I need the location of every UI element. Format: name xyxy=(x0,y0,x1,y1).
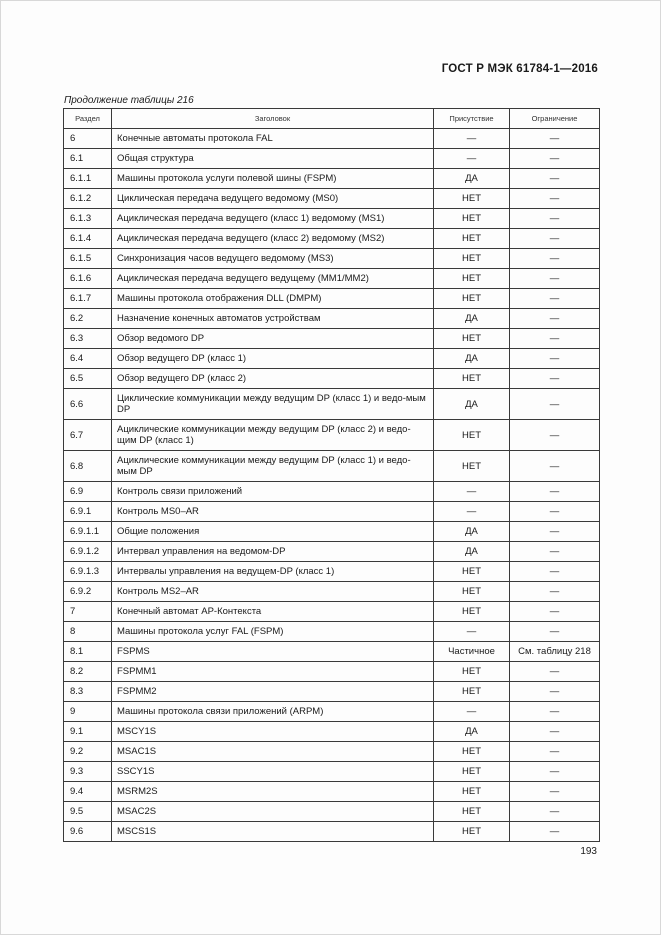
table-row xyxy=(64,169,600,189)
cell-presence: ДА xyxy=(434,522,510,542)
table-row xyxy=(64,722,600,742)
cell-section: 6.7 xyxy=(64,420,112,451)
table-row xyxy=(64,802,600,822)
cell-title: Ациклическая передача ведущего (класс 1) ведомому (MS1) xyxy=(112,209,434,229)
cell-title: Обзор ведущего DP (класс 1) xyxy=(112,349,434,369)
cell-title: Машины протокола связи приложений (ARPM) xyxy=(112,702,434,722)
table-row xyxy=(64,702,600,722)
cell-title: Общая структура xyxy=(112,149,434,169)
cell-title: MSCS1S xyxy=(112,822,434,842)
cell-title: Ациклическая передача ведущего (класс 2) ведомому (MS2) xyxy=(112,229,434,249)
cell-restriction: См. таблицу 218 xyxy=(510,642,600,662)
cell-title: Ациклические коммуникации между ведущим DP (класс 2) и ведо-щим DP (класс 1) xyxy=(112,420,434,451)
cell-title: FSPMM1 xyxy=(112,662,434,682)
cell-section: 6.3 xyxy=(64,329,112,349)
cell-restriction: — xyxy=(510,522,600,542)
cell-presence: ДА xyxy=(434,309,510,329)
cell-presence: ДА xyxy=(434,349,510,369)
cell-restriction: — xyxy=(510,420,600,451)
cell-title: Ациклические коммуникации между ведущим DP (класс 1) и ведо-мым DP xyxy=(112,451,434,482)
table-row xyxy=(64,522,600,542)
cell-presence: НЕТ xyxy=(434,189,510,209)
cell-restriction: — xyxy=(510,129,600,149)
cell-presence: НЕТ xyxy=(434,562,510,582)
table-row xyxy=(64,502,600,522)
cell-section: 9.3 xyxy=(64,762,112,782)
cell-presence: НЕТ xyxy=(434,662,510,682)
table-row xyxy=(64,622,600,642)
cell-presence: НЕТ xyxy=(434,209,510,229)
cell-restriction: — xyxy=(510,562,600,582)
cell-section: 6.1 xyxy=(64,149,112,169)
cell-section: 6.5 xyxy=(64,369,112,389)
table-row xyxy=(64,389,600,420)
header-presence: Присутствие xyxy=(434,109,510,129)
cell-restriction: — xyxy=(510,329,600,349)
cell-section: 9.5 xyxy=(64,802,112,822)
cell-title: Назначение конечных автоматов устройствам xyxy=(112,309,434,329)
cell-restriction: — xyxy=(510,602,600,622)
cell-restriction: — xyxy=(510,682,600,702)
cell-presence: ДА xyxy=(434,389,510,420)
cell-presence: НЕТ xyxy=(434,582,510,602)
cell-title: MSRM2S xyxy=(112,782,434,802)
cell-restriction: — xyxy=(510,389,600,420)
cell-section: 6.1.5 xyxy=(64,249,112,269)
requirements-table xyxy=(63,108,600,842)
cell-section: 6 xyxy=(64,129,112,149)
cell-restriction: — xyxy=(510,369,600,389)
cell-title: Ациклическая передача ведущего ведущему (MM1/MM2) xyxy=(112,269,434,289)
table-row xyxy=(64,602,600,622)
cell-title: Машины протокола отображения DLL (DMPM) xyxy=(112,289,434,309)
cell-section: 6.9.1.1 xyxy=(64,522,112,542)
cell-title: FSPMM2 xyxy=(112,682,434,702)
cell-title: MSAC1S xyxy=(112,742,434,762)
cell-restriction: — xyxy=(510,742,600,762)
cell-section: 6.8 xyxy=(64,451,112,482)
cell-section: 6.6 xyxy=(64,389,112,420)
cell-presence: НЕТ xyxy=(434,602,510,622)
table-row xyxy=(64,369,600,389)
cell-title: Машины протокола услуги полевой шины (FSPM) xyxy=(112,169,434,189)
cell-presence: — xyxy=(434,482,510,502)
table-row xyxy=(64,822,600,842)
cell-restriction: — xyxy=(510,482,600,502)
cell-presence: НЕТ xyxy=(434,229,510,249)
cell-section: 6.9 xyxy=(64,482,112,502)
table-row xyxy=(64,269,600,289)
cell-title: Машины протокола услуг FAL (FSPM) xyxy=(112,622,434,642)
cell-presence: НЕТ xyxy=(434,822,510,842)
table-row xyxy=(64,289,600,309)
cell-section: 6.2 xyxy=(64,309,112,329)
cell-title: SSCY1S xyxy=(112,762,434,782)
table-header-row xyxy=(64,109,600,129)
cell-restriction: — xyxy=(510,822,600,842)
table-row xyxy=(64,309,600,329)
cell-presence: НЕТ xyxy=(434,420,510,451)
cell-title: Контроль MS0–AR xyxy=(112,502,434,522)
cell-restriction: — xyxy=(510,802,600,822)
cell-presence: НЕТ xyxy=(434,269,510,289)
cell-section: 6.9.2 xyxy=(64,582,112,602)
cell-presence: НЕТ xyxy=(434,742,510,762)
cell-presence: НЕТ xyxy=(434,802,510,822)
cell-title: Контроль связи приложений xyxy=(112,482,434,502)
cell-restriction: — xyxy=(510,229,600,249)
cell-presence: НЕТ xyxy=(434,329,510,349)
cell-title: Интервал управления на ведомом-DP xyxy=(112,542,434,562)
cell-section: 6.9.1.2 xyxy=(64,542,112,562)
cell-title: FSPMS xyxy=(112,642,434,662)
table-row xyxy=(64,642,600,662)
table-row xyxy=(64,420,600,451)
table-body xyxy=(64,129,600,842)
table-row xyxy=(64,189,600,209)
table-row xyxy=(64,662,600,682)
cell-presence: ДА xyxy=(434,169,510,189)
cell-presence: НЕТ xyxy=(434,682,510,702)
cell-title: Контроль MS2–AR xyxy=(112,582,434,602)
cell-section: 6.9.1.3 xyxy=(64,562,112,582)
cell-presence: ДА xyxy=(434,722,510,742)
page-number: 193 xyxy=(580,846,597,857)
cell-section: 6.1.2 xyxy=(64,189,112,209)
cell-presence: — xyxy=(434,622,510,642)
standard-header: ГОСТ Р МЭК 61784-1—2016 xyxy=(441,63,598,75)
table-row xyxy=(64,582,600,602)
cell-title: Обзор ведомого DP xyxy=(112,329,434,349)
cell-restriction: — xyxy=(510,662,600,682)
cell-restriction: — xyxy=(510,451,600,482)
cell-presence: НЕТ xyxy=(434,762,510,782)
header-section: Раздел xyxy=(64,109,112,129)
cell-section: 6.9.1 xyxy=(64,502,112,522)
table-row xyxy=(64,742,600,762)
cell-section: 6.1.6 xyxy=(64,269,112,289)
cell-restriction: — xyxy=(510,189,600,209)
table-row xyxy=(64,349,600,369)
cell-restriction: — xyxy=(510,782,600,802)
table-caption: Продолжение таблицы 216 xyxy=(64,95,194,106)
cell-restriction: — xyxy=(510,249,600,269)
cell-restriction: — xyxy=(510,702,600,722)
cell-section: 8.3 xyxy=(64,682,112,702)
cell-title: Циклические коммуникации между ведущим DP (класс 1) и ведо-мым DP xyxy=(112,389,434,420)
cell-section: 7 xyxy=(64,602,112,622)
cell-presence: ДА xyxy=(434,542,510,562)
table-row xyxy=(64,149,600,169)
header-restriction: Ограничение xyxy=(510,109,600,129)
table-row xyxy=(64,542,600,562)
table-row xyxy=(64,782,600,802)
cell-section: 9.4 xyxy=(64,782,112,802)
cell-restriction: — xyxy=(510,542,600,562)
cell-title: Синхронизация часов ведущего ведомому (MS3) xyxy=(112,249,434,269)
cell-restriction: — xyxy=(510,622,600,642)
cell-restriction: — xyxy=(510,722,600,742)
cell-presence: Частичное xyxy=(434,642,510,662)
cell-section: 9.1 xyxy=(64,722,112,742)
table-row xyxy=(64,129,600,149)
cell-section: 6.1.1 xyxy=(64,169,112,189)
cell-restriction: — xyxy=(510,502,600,522)
cell-restriction: — xyxy=(510,582,600,602)
table-row xyxy=(64,329,600,349)
cell-restriction: — xyxy=(510,309,600,329)
cell-title: Интервалы управления на ведущем-DP (класс 1) xyxy=(112,562,434,582)
cell-restriction: — xyxy=(510,269,600,289)
cell-presence: НЕТ xyxy=(434,249,510,269)
table-row xyxy=(64,229,600,249)
cell-section: 8 xyxy=(64,622,112,642)
cell-presence: НЕТ xyxy=(434,451,510,482)
cell-title: MSCY1S xyxy=(112,722,434,742)
cell-title: Обзор ведущего DP (класс 2) xyxy=(112,369,434,389)
table-row xyxy=(64,562,600,582)
cell-presence: НЕТ xyxy=(434,369,510,389)
cell-presence: — xyxy=(434,129,510,149)
cell-title: Конечные автоматы протокола FAL xyxy=(112,129,434,149)
cell-section: 9.6 xyxy=(64,822,112,842)
table-row xyxy=(64,249,600,269)
cell-section: 8.1 xyxy=(64,642,112,662)
table-row xyxy=(64,762,600,782)
cell-section: 9.2 xyxy=(64,742,112,762)
cell-title: MSAC2S xyxy=(112,802,434,822)
cell-section: 8.2 xyxy=(64,662,112,682)
cell-section: 6.4 xyxy=(64,349,112,369)
cell-title: Конечный автомат AP-Контекста xyxy=(112,602,434,622)
cell-section: 6.1.4 xyxy=(64,229,112,249)
table-row xyxy=(64,209,600,229)
cell-presence: НЕТ xyxy=(434,782,510,802)
table-row xyxy=(64,451,600,482)
cell-section: 6.1.7 xyxy=(64,289,112,309)
header-title: Заголовок xyxy=(112,109,434,129)
cell-restriction: — xyxy=(510,762,600,782)
cell-presence: НЕТ xyxy=(434,289,510,309)
cell-restriction: — xyxy=(510,289,600,309)
cell-presence: — xyxy=(434,149,510,169)
table-row xyxy=(64,682,600,702)
cell-restriction: — xyxy=(510,169,600,189)
cell-title: Общие положения xyxy=(112,522,434,542)
cell-presence: — xyxy=(434,702,510,722)
cell-presence: — xyxy=(434,502,510,522)
cell-restriction: — xyxy=(510,349,600,369)
cell-title: Циклическая передача ведущего ведомому (MS0) xyxy=(112,189,434,209)
cell-restriction: — xyxy=(510,149,600,169)
cell-restriction: — xyxy=(510,209,600,229)
cell-section: 9 xyxy=(64,702,112,722)
cell-section: 6.1.3 xyxy=(64,209,112,229)
table-row xyxy=(64,482,600,502)
